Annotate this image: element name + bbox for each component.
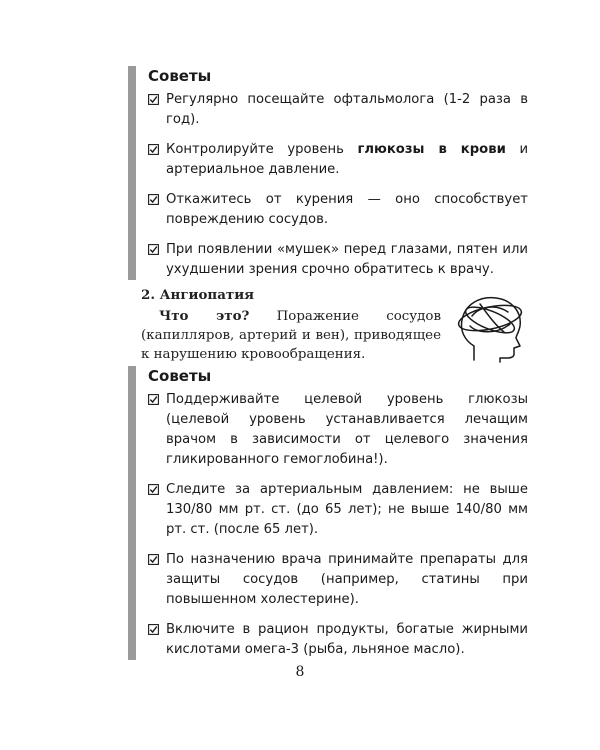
section-question: Что это? — [159, 308, 250, 324]
tip-text-after: и артериальное давление. — [166, 142, 529, 177]
tips-heading: Советы — [148, 367, 212, 385]
section-angiopathy — [141, 286, 441, 364]
page-number: 8 — [295, 664, 305, 680]
head-vessels-icon — [450, 290, 532, 364]
tip-text: По назначению врача принимайте препараты для защиты сосудов (например, статины при повышенном холестерине). — [166, 552, 528, 607]
checkbox-check-icon — [148, 194, 159, 205]
tip-item — [148, 620, 528, 660]
checkbox-check-icon — [148, 144, 159, 155]
tip-keyword: глюкозы в крови — [357, 142, 506, 157]
tip-text: Следите за артериальным давлением: не выше 130/80 мм рт. ст. (до 65 лет); не выше 140/80 мм рт. ст. (после 65 лет). — [166, 482, 528, 537]
tip-text: При появлении «мушек» перед глазами, пятен или ухудшении зрения срочно обратитесь к врачу. — [166, 242, 528, 277]
tips-box-2 — [128, 366, 528, 660]
tip-text: Включите в рацион продукты, богатые жирными кислотами омега-3 (рыба, льняное масло). — [166, 622, 528, 657]
section-body — [141, 307, 441, 364]
tip-item — [148, 390, 528, 470]
checkbox-check-icon — [148, 394, 159, 405]
section-definition: Поражение сосудов (капилляров, артерий и вен), приводящее к нарушению кровообращения. — [141, 309, 441, 362]
tips-heading: Советы — [148, 67, 212, 85]
tip-item — [148, 240, 528, 280]
tips-box-1 — [128, 66, 528, 280]
tip-item — [148, 140, 528, 180]
tip-text: Откажитесь от курения — оно способствует повреждению сосудов. — [166, 192, 528, 227]
tip-item — [148, 550, 528, 610]
tip-item — [148, 90, 528, 130]
tip-text: Регулярно посещайте офтальмолога (1-2 раза в год). — [166, 92, 528, 127]
tip-item — [148, 480, 528, 540]
section-title: 2. Ангиопатия — [141, 287, 255, 303]
checkbox-check-icon — [148, 94, 159, 105]
tip-text-before: Контролируйте уровень — [166, 142, 358, 157]
checkbox-check-icon — [148, 244, 159, 255]
checkbox-check-icon — [148, 484, 159, 495]
checkbox-check-icon — [148, 554, 159, 565]
checkbox-check-icon — [148, 624, 159, 635]
tip-item — [148, 190, 528, 230]
tip-text: Поддерживайте целевой уровень глюкозы (целевой уровень устанавливается лечащим врачом в зависимости от целевого значения гликированного гемоглобина!). — [166, 392, 528, 467]
